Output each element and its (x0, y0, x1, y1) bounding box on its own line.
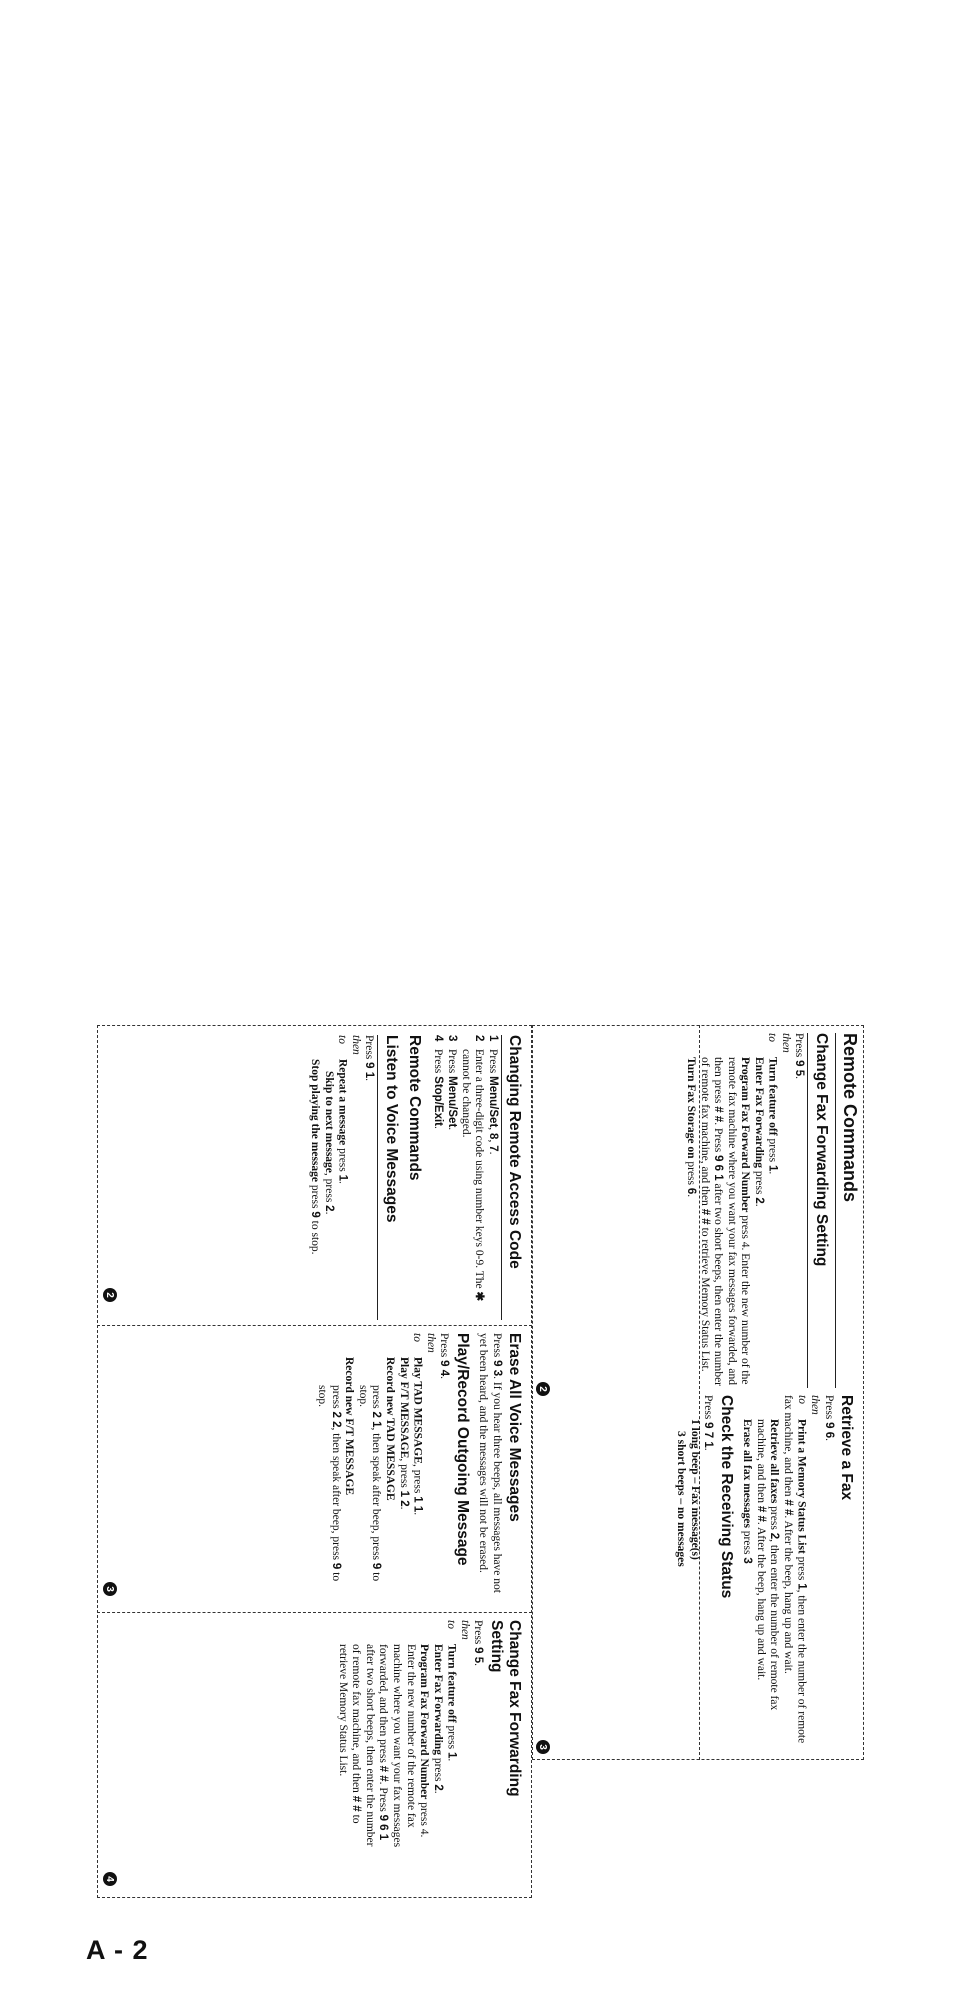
press-line: Press 9 6. (822, 1395, 835, 1442)
panel-retrieve-fax (675, 1395, 860, 1750)
press-line: Press 9 4. (438, 1333, 451, 1380)
section-title-remote-commands: Remote Commands (405, 1035, 423, 1181)
bottom-card-divider-1 (97, 1325, 532, 1326)
access-code-steps (431, 1035, 499, 1320)
panel-erase-outgoing (98, 1333, 528, 1605)
record-tad-text: press 2 1, then speak after beep, press 9 to stop. (356, 1385, 383, 1582)
heading-changing-access-code: Changing Remote Access Code (501, 1035, 523, 1320)
press-line: Press 9 5. (472, 1620, 485, 1667)
short-beep-line: 3 short beeps – no messages (675, 1431, 688, 1567)
step-3: 3 Press Menu/Set. (446, 1035, 459, 1131)
page-number-badge: 4 (103, 1872, 117, 1886)
page-label: A - 2 (86, 1935, 149, 1965)
step-1: 1 Press Menu/Set, 8, 7. (486, 1035, 499, 1155)
bottom-card-divider-2 (97, 1612, 532, 1613)
program-number-line: Program Fax Forward Number press 4. Enter the new number of the remote fax machine where you want your fax messages forwarded, and then press # #. Press 9 6 1 after two short beeps, then enter the number of remote fax machine, and then # # to retrieve Memory Status List. (698, 1057, 752, 1387)
play-tad-line: then toPlay TAD MESSAGE, press 1 1. (411, 1333, 437, 1516)
heading-change-fax-forwarding: Change Fax Forwarding Setting (487, 1620, 523, 1797)
panel-fax-forwarding-top (684, 1033, 860, 1388)
record-ft-text: press 2 2, then speak after beep, press 9 to stop. (316, 1385, 342, 1582)
turn-off-line: then toTurn feature off press 1. (766, 1033, 792, 1175)
program-number-line: Program Fax Forward Number press 4. Enter the new number of the remote fax machine where you want your fax messages forwarded, and then press # #. Press 9 6 1 after two short beeps, then enter the number of remote fax machine, and then # # to retrieve Memory Status List. (336, 1644, 431, 1848)
panel-fax-forwarding-bottom (98, 1620, 528, 1850)
heading-listen-voice-messages: Listen to Voice Messages (377, 1035, 399, 1320)
enter-forwarding-line: Enter Fax Forwarding press 2. (431, 1644, 444, 1794)
retrieve-all-line: Retrieve all faxes press 2, then enter the number of remote fax machine, and then # #. After the beep, hang up and wait. (754, 1419, 781, 1711)
panel-access-code (98, 1035, 528, 1320)
record-ft-label: Record new F/T MESSAGE (343, 1357, 356, 1496)
fax-storage-line: Turn Fax Storage on press 6. (684, 1057, 697, 1198)
heading-receiving-status: Check the Receiving Status (717, 1395, 735, 1599)
record-tad-label: Record new TAD MESSAGE (384, 1357, 397, 1501)
turn-off-line: then toTurn feature off press 1. (445, 1620, 471, 1762)
play-ft-line: Play F/T MESSAGE, press 1 2. (397, 1357, 410, 1510)
press-line: Press 9 5. (793, 1033, 806, 1080)
repeat-line: then toRepeat a message press 1. (336, 1035, 362, 1184)
heading-change-fax-forwarding: Change Fax Forwarding Setting (807, 1033, 829, 1388)
heading-erase-voice-messages: Erase All Voice Messages (506, 1333, 523, 1522)
erase-voice-text: Press 9 3. If you hear three beeps, all messages have not yet been heard, and the messages will not be erased. (477, 1333, 503, 1593)
press-line: Press 9 1. (363, 1035, 376, 1082)
page-number-badge: 3 (103, 1582, 117, 1596)
print-status-line: then toPrint a Memory Status List press 1, then enter the number of remote fax machine, and then # #. After the beep, hang up and wait. (782, 1395, 822, 1744)
page-number-badge: 3 (536, 1740, 550, 1754)
step-4: 4 Press Stop/Exit. (432, 1035, 445, 1129)
page-number-badge: 2 (536, 1382, 550, 1396)
skip-line: Skip to next message, press 2. (322, 1071, 335, 1215)
heading-outgoing-message: Play/Record Outgoing Message (453, 1333, 471, 1566)
heading-retrieve-fax: Retrieve a Fax (838, 1395, 855, 1501)
page-number-badge: 2 (103, 1288, 117, 1302)
stop-line: Stop playing the message press 9 to stop. (309, 1059, 322, 1255)
step-2: 2 Enter a three-digit code using number keys 0-9. The ✱ cannot be changed. (459, 1035, 486, 1302)
long-beep-line: 1 long beep – Fax message(s) (688, 1419, 701, 1560)
section-title-remote-commands: Remote Commands (835, 1033, 860, 1388)
erase-fax-line: Erase all fax messages press 3 (741, 1419, 754, 1564)
enter-forwarding-line: Enter Fax Forwarding press 2. (752, 1057, 765, 1207)
press-line: Press 9 7 1. (702, 1395, 715, 1451)
